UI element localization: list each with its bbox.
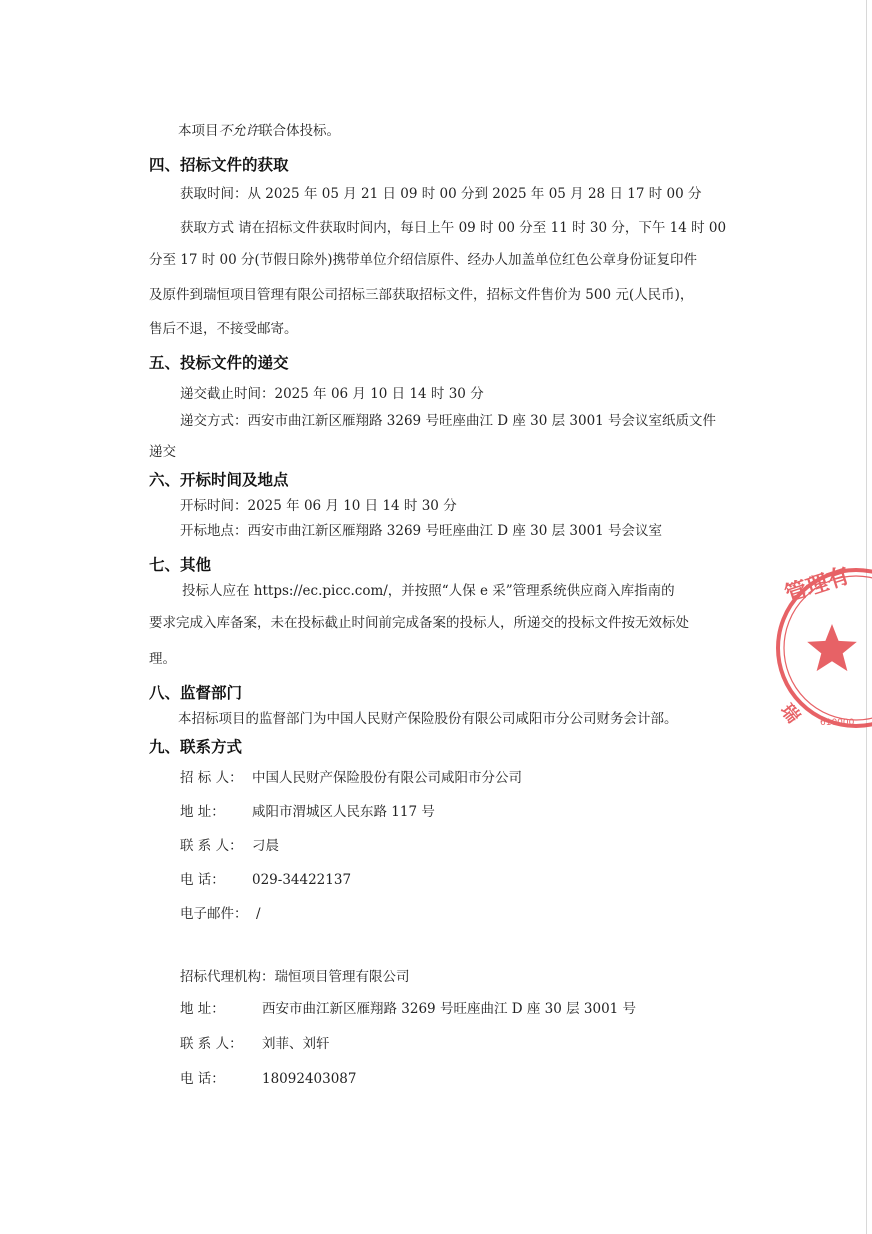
email-row: [180, 905, 261, 923]
agency-phone-value: 18092403087: [262, 1071, 357, 1087]
acquisition-method-line-2: 分至 17 时 00 分(节假日除外)携带单位介绍信原件、经办人加盖单位红色公章身份证复印件: [149, 252, 698, 268]
acquisition-time: 获取时间：从 2025 年 05 月 21 日 09 时 00 分到 2025 年 05 月 28 日 17 时 00 分: [180, 186, 702, 202]
phone-row: [180, 871, 351, 889]
seal-graphic: [776, 563, 872, 728]
agency-contact-label: 联 系 人：: [180, 1036, 243, 1052]
phone-label: 电 话：: [180, 872, 225, 888]
agency-address-label: 地 址：: [180, 1001, 225, 1017]
acquisition-method-line-1: 获取方式 请在招标文件获取时间内，每日上午 09 时 00 分至 11 时 30 分，下午 14 时 00: [180, 220, 727, 236]
address-value: 咸阳市渭城区人民东路 117 号: [252, 804, 435, 820]
submission-method-line-2: 递交: [149, 444, 176, 460]
section-8-heading: 八、监督部门: [149, 684, 243, 702]
submission-deadline: 递交截止时间：2025 年 06 月 10 日 14 时 30 分: [180, 386, 484, 402]
section-9-heading: 九、联系方式: [149, 738, 243, 756]
acquisition-method-line-3: 及原件到瑞恒项目管理有限公司招标三部获取招标文件，招标文件售价为 500 元(人民币)，: [149, 287, 694, 303]
agency-contact-value: 刘菲、刘轩: [262, 1036, 330, 1052]
seal-star-icon: [807, 624, 857, 671]
company-seal: [770, 560, 872, 740]
acquisition-method-line-4: 售后不退，不接受邮寄。: [149, 321, 298, 337]
section-5-heading: 五、投标文件的递交: [149, 354, 289, 372]
consortium-note-suffix: 联合体投标。: [259, 123, 340, 139]
submission-method-line-1: 递交方式：西安市曲江新区雁翔路 3269 号旺座曲江 D 座 30 层 3001 号会议室纸质文件: [180, 413, 717, 429]
other-line-3: 理。: [149, 651, 176, 667]
agency-address-row: [180, 1000, 636, 1018]
agency-phone-label: 电 话：: [180, 1071, 225, 1087]
consortium-note-prefix: 本项目: [178, 123, 219, 139]
supervision-body: 本招标项目的监督部门为中国人民财产保险股份有限公司咸阳市分公司财务会计部。: [178, 711, 678, 727]
agency-row: [180, 968, 410, 986]
agency-address-value: 西安市曲江新区雁翔路 3269 号旺座曲江 D 座 30 层 3001 号: [262, 1001, 637, 1017]
consortium-note: [178, 122, 340, 140]
agency-phone-row: [180, 1070, 356, 1088]
contact-label: 联 系 人：: [180, 838, 243, 854]
phone-value: 029-34422137: [252, 872, 352, 888]
tenderer-row: [180, 769, 522, 787]
tenderer-label: 招 标 人：: [180, 770, 243, 786]
section-4-heading: 四、招标文件的获取: [149, 156, 289, 174]
address-row: [180, 803, 435, 821]
contact-row: [180, 837, 279, 855]
seal-text: 管理有: [782, 563, 853, 608]
address-label: 地 址：: [180, 804, 225, 820]
contact-value: 刁晨: [252, 838, 279, 854]
agency-contact-row: [180, 1035, 330, 1053]
section-6-heading: 六、开标时间及地点: [149, 471, 289, 489]
other-line-2: 要求完成入库备案，未在投标截止时间前完成备案的投标人，所递交的投标文件按无效标处: [149, 615, 689, 631]
consortium-note-handwritten: 不允许: [218, 123, 259, 139]
seal-text-bottom: 瑞: [776, 700, 804, 728]
agency-value: 瑞恒项目管理有限公司: [274, 969, 410, 985]
other-line-1: 投标人应在 https://ec.picc.com/，并按照“人保 e 采”管理系统供应商入库指南的: [182, 583, 675, 599]
agency-label: 招标代理机构：: [180, 969, 275, 985]
tenderer-value: 中国人民财产保险股份有限公司咸阳市分公司: [252, 770, 522, 786]
section-7-heading: 七、其他: [149, 556, 212, 574]
email-label: 电子邮件：: [180, 906, 248, 922]
opening-place: 开标地点：西安市曲江新区雁翔路 3269 号旺座曲江 D 座 30 层 3001 号会议室: [180, 523, 663, 539]
opening-time: 开标时间：2025 年 06 月 10 日 14 时 30 分: [180, 498, 457, 514]
email-value: /: [256, 906, 261, 922]
seal-code: 610000: [820, 718, 855, 728]
